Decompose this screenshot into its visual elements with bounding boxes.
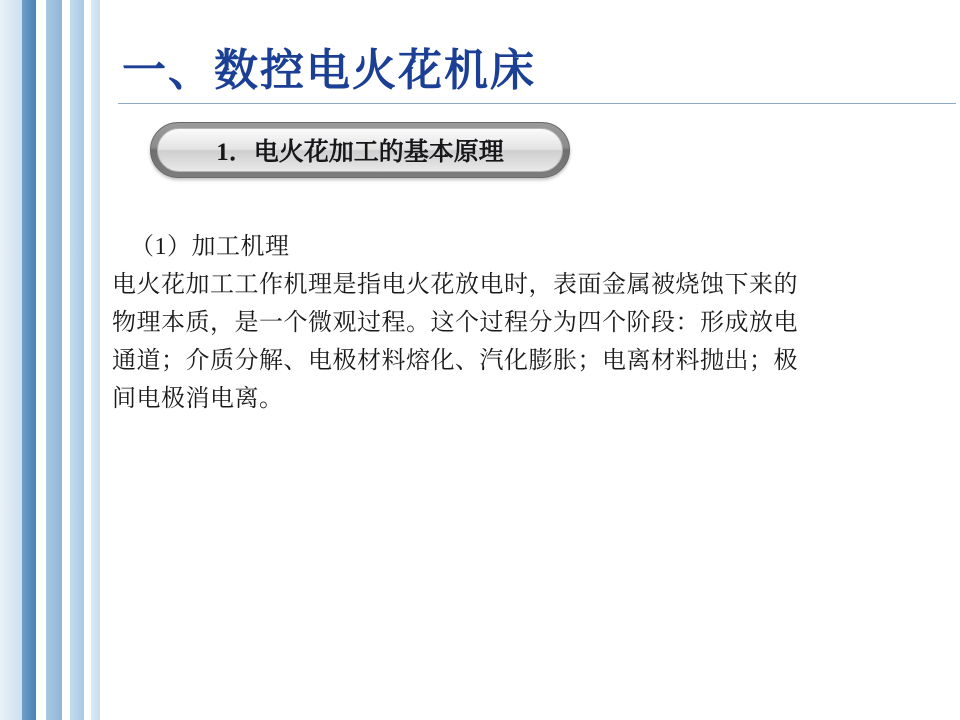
band-stripe-8 — [91, 0, 100, 720]
slide-title: 一、数控电火花机床 — [122, 46, 536, 95]
band-stripe-1 — [0, 0, 22, 720]
section-heading-label: 1．电火花加工的基本原理 — [216, 139, 504, 166]
band-stripe-5 — [62, 0, 70, 720]
band-stripe-2 — [22, 0, 36, 720]
decorative-left-band — [0, 0, 100, 720]
title-divider — [118, 103, 956, 104]
section-heading-pill — [150, 122, 570, 178]
body-line: 通道；介质分解、电极材料熔化、汽化膨胀；电离材料抛出；极 — [112, 348, 798, 374]
section-heading-pill-inner — [157, 128, 563, 172]
band-stripe-7 — [84, 0, 91, 720]
band-stripe-3 — [36, 0, 46, 720]
band-stripe-4 — [46, 0, 62, 720]
body-line: 电火花加工工作机理是指电火花放电时，表面金属被烧蚀下来的 — [112, 272, 798, 298]
band-stripe-6 — [70, 0, 84, 720]
body-line: 间电极消电离。 — [112, 386, 284, 412]
body-line: （1）加工机理 — [130, 234, 290, 260]
body-line: 物理本质，是一个微观过程。这个过程分为四个阶段：形成放电 — [112, 310, 798, 336]
body-text-block — [112, 228, 892, 418]
